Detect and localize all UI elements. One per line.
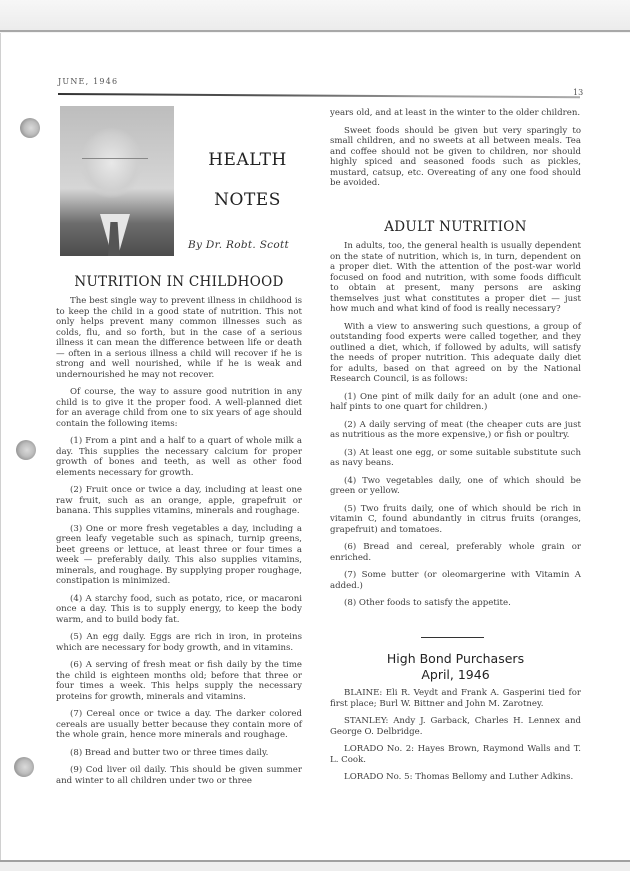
paragraph: The best single way to prevent illness in childhood is to keep the child in a good state of nutrition. This not only helps prevent many common illnesses such as colds, flu, and so forth, but in the case of a serious illness it can mean the difference between life or death — often in a serious illness a child will recover if he is strong and well nourished, while if he is weak and undernourished he may not recover.	[56, 296, 302, 380]
list-item: (7) Cereal once or twice a day. The darker colored cereals are usually better because they contain more of the whole grain, hence more minerals and roughage.	[56, 709, 302, 740]
paragraph: Of course, the way to assure good nutrition in any child is to give it the proper food. A well-planned diet for an average child from one to six years of age should contain the following items:	[56, 387, 302, 429]
bond-purchasers-title	[330, 651, 581, 683]
section-divider	[421, 637, 484, 638]
binder-hole-icon	[14, 757, 34, 777]
paragraph: In adults, too, the general health is usually dependent on the state of nutrition, which is, in turn, dependent on a proper diet. With the attention of the post-war world focused on food and nutrition, with some foods difficult to obtain at present, many persons are asking themselves just what constitutes a proper diet — just how much and what kind of food is really necessary?	[330, 241, 581, 314]
list-item: (3) At least one egg, or some suitable substitute such as navy beans.	[330, 447, 581, 468]
paragraph-continued: years old, and at least in the winter to the older children.	[330, 108, 581, 118]
list-item: (6) Bread and cereal, preferably whole grain or enriched.	[330, 542, 581, 563]
title-health: HEALTH	[208, 150, 287, 170]
paragraph: With a view to answering such questions, a group of outstanding food experts were called together, and they outlined a diet, which, if followed by adults, will satisfy the needs of proper nutrition. This adequate daily diet for adults, based on that agreed on by the National Research Council, is as follows:	[330, 321, 581, 384]
bond-entry: STANLEY: Andy J. Garback, Charles H. Lennex and George O. Delbridge.	[330, 716, 581, 737]
list-item: (8) Bread and butter two or three times daily.	[70, 747, 269, 758]
heading-adult-nutrition: ADULT NUTRITION	[384, 219, 527, 235]
list-item: (1) From a pint and a half to a quart of whole milk a day. This supplies the necessary calcium for proper growth of bones and teeth, as well as other food elements necessary for growth.	[56, 436, 302, 478]
title-notes: NOTES	[214, 190, 281, 210]
right-column-top	[330, 108, 581, 196]
list-item: (2) A daily serving of meat (the cheaper cuts are just as nutritious as the more expensive,) or fish or poultry.	[330, 419, 581, 440]
bond-title-line-2: April, 1946	[421, 667, 490, 682]
bond-entry: LORADO No. 2: Hayes Brown, Raymond Walls and T. L. Cook.	[330, 744, 581, 765]
list-item: (2) Fruit once or twice a day, including at least one raw fruit, such as an orange, apple, grapefruit or banana. This supplies vitamins, minerals and roughage.	[56, 485, 302, 516]
list-item: (8) Other foods to satisfy the appetite.	[344, 598, 511, 608]
bond-entry: LORADO No. 5: Thomas Bellomy and Luther Adkins.	[344, 772, 574, 782]
paragraph: Sweet foods should be given but very sparingly to small children, and no sweets at all between meals. Tea and coffee should not be given to children, nor should highly spiced and seasoned foods such as pickles, mustard, catsup, etc. Overeating of any one food should be avoided.	[330, 125, 581, 188]
article-title	[185, 150, 310, 210]
right-column-adult	[330, 241, 581, 616]
page-number: 13	[573, 88, 584, 97]
list-item: (1) One pint of milk daily for an adult (one and one-half pints to one quart for children.)	[330, 391, 581, 412]
binder-hole-icon	[16, 440, 36, 460]
list-item: (5) Two fruits daily, one of which should be rich in vitamin C, found abundantly in citrus fruits (oranges, grapefruit) and tomatoes.	[330, 503, 581, 535]
glasses-shape	[82, 158, 148, 166]
list-item: (6) A serving of fresh meat or fish daily by the time the child is eighteen months old; before that three or four times a week. This helps supply the necessary proteins for growth, minerals and vitamins.	[56, 660, 302, 702]
list-item: (5) An egg daily. Eggs are rich in iron, in proteins which are necessary for body growth, and in vitamins.	[56, 632, 302, 653]
list-item: (7) Some butter (or oleomargerine with Vitamin A added.)	[330, 570, 581, 591]
bond-purchasers-list	[330, 688, 581, 790]
left-column	[56, 296, 302, 793]
bond-title-line-1: High Bond Purchasers	[386, 651, 525, 666]
heading-nutrition-childhood: NUTRITION IN CHILDHOOD	[74, 274, 284, 290]
list-item: (3) One or more fresh vegetables a day, including a green leafy vegetable such as spinach, turnip greens, beet greens or lettuce, at least three or four times a week — preferably daily. This also supplies vitamins, minerals, and roughage. By supplying proper roughage, constipation is minimized.	[56, 523, 302, 586]
list-item: (9) Cod liver oil daily. This should be given summer and winter to all children under two or three	[56, 765, 302, 786]
list-item: (4) Two vegetables daily, one of which should be green or yellow.	[330, 475, 581, 496]
binder-hole-icon	[20, 118, 40, 138]
byline: By Dr. Robt. Scott	[188, 239, 290, 251]
bond-entry: BLAINE: Eli R. Veydt and Frank A. Gasperini tied for first place; Burl W. Bittner and John M. Zarotney.	[330, 688, 581, 709]
author-photo	[60, 106, 174, 256]
running-head: JUNE, 1946	[58, 77, 119, 86]
list-item: (4) A starchy food, such as potato, rice, or macaroni once a day. This is to supply energy, to keep the body warm, and to build body fat.	[56, 593, 302, 625]
page-bottom-edge	[0, 860, 630, 871]
page-top-edge	[0, 0, 630, 32]
